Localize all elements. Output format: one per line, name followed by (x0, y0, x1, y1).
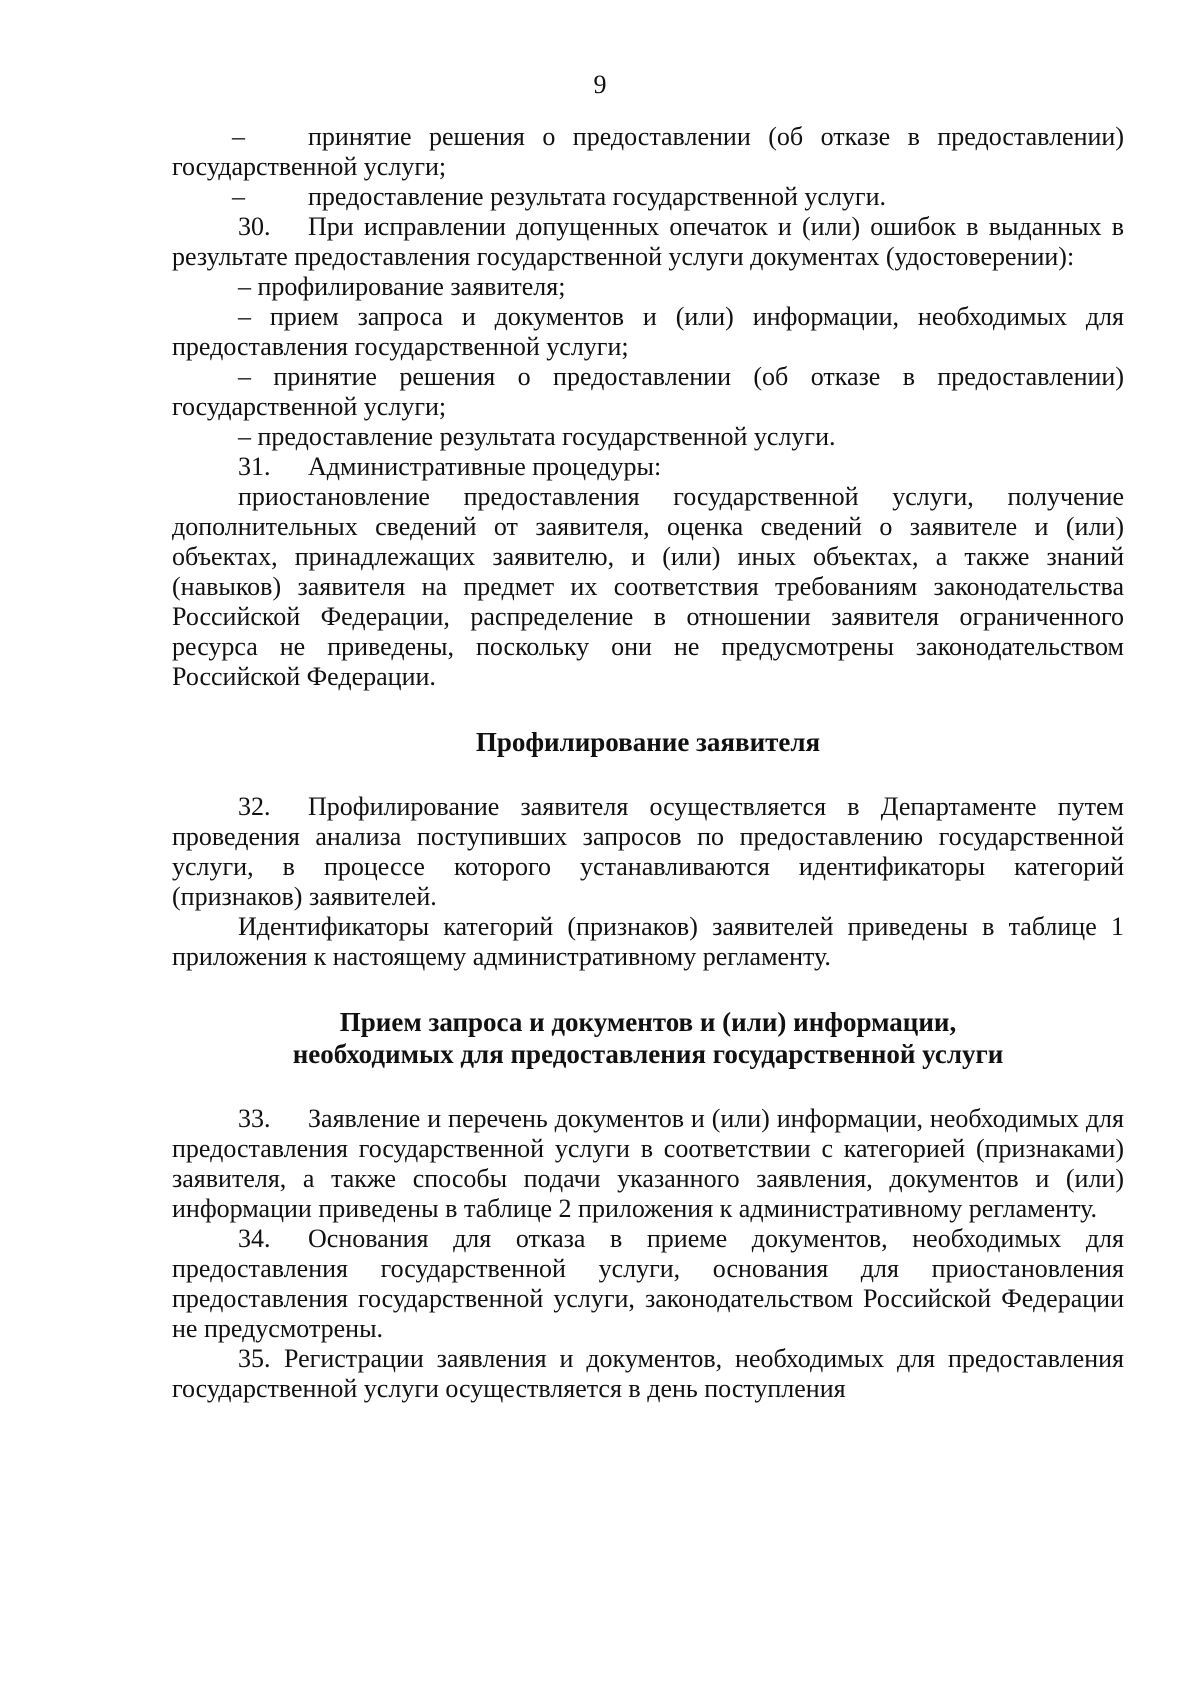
section-heading-request-line2: необходимых для предоставления государственной услуги (292, 1039, 1004, 1069)
paragraph-33 (172, 1104, 1124, 1224)
list-item: – профилирование заявителя; (238, 272, 566, 301)
spacer (172, 1070, 1124, 1104)
dash-marker: – (232, 182, 245, 211)
list-item (172, 182, 1124, 212)
paragraph-30 (172, 212, 1124, 272)
paragraph-32 (172, 792, 1124, 912)
paragraph-35 (172, 1344, 1124, 1404)
paragraph-34 (172, 1224, 1124, 1344)
paragraph-31 (172, 452, 1124, 482)
paragraph-text: При исправлении допущенных опечаток и (или) ошибок в выданных в результате предоставления государственной услуги документах (удостоверении): (172, 212, 1124, 271)
spacer (172, 758, 1124, 792)
document-body (172, 122, 1124, 1404)
paragraph-text: Заявление и перечень документов и (или) информации, необходимых для предоставления государственной услуги в соответствии с категорией (признаками) заявителя, а также способы подачи указанного заявления, документов и (или) информации приведены в таблице 2 приложения к административному регламенту. (172, 1104, 1124, 1223)
list-item: – прием запроса и документов и (или) информации, необходимых для предоставления государственной услуги; (172, 302, 1124, 361)
dash-marker: – (232, 122, 245, 151)
paragraph-32-body: Идентификаторы категорий (признаков) заявителей приведены в таблице 1 приложения к настоящему административному регламенту. (172, 912, 1124, 971)
spacer (172, 692, 1124, 726)
list-item: – принятие решения о предоставлении (об отказе в предоставлении) государственной услуги; (172, 362, 1124, 421)
section-heading-request-line1: Прием запроса и документов и (или) информации, (339, 1007, 957, 1037)
page-number: 9 (593, 70, 607, 99)
paragraph-31-body: приостановление предоставления государственной услуги, получение дополнительных сведений от заявителя, оценка сведений о заявителе и (или) объектах, принадлежащих заявителю, и (или) иных объектах, а также знаний (навыков) заявителя на предмет их соответствия требованиям законодательства Российской Федерации, распределение в отношении заявителя ограниченного ресурса не приведены, поскольку они не предусмотрены законодательством Российской Федерации. (172, 482, 1124, 691)
paragraph-text: Административные процедуры: (308, 452, 662, 481)
paragraph-number: 34. (238, 1224, 271, 1253)
paragraph-number: 35. (238, 1344, 271, 1373)
paragraph-text: Основания для отказа в приеме документов, необходимых для предоставления государственной услуги, основания для приостановления предоставления государственной услуги, законодательством Российской Федерации не предусмотрены. (172, 1224, 1124, 1343)
paragraph-number: 32. (238, 792, 271, 821)
spacer (172, 972, 1124, 1006)
section-heading-profiling: Профилирование заявителя (475, 727, 821, 757)
list-item-text: предоставление результата государственной услуги. (308, 182, 887, 211)
paragraph-number: 33. (238, 1104, 271, 1133)
paragraph-number: 30. (238, 212, 271, 241)
list-item: – предоставление результата государственной услуги. (238, 422, 836, 451)
paragraph-number: 31. (238, 452, 271, 481)
list-item (172, 122, 1124, 182)
paragraph-text: Профилирование заявителя осуществляется в Департаменте путем проведения анализа поступивших запросов по предоставлению государственной услуги, в процессе которого устанавливаются идентификаторы категорий (признаков) заявителей. (172, 792, 1124, 911)
paragraph-text: Регистрации заявления и документов, необходимых для предоставления государственной услуги осуществляется в день поступления (172, 1344, 1124, 1403)
list-item-text: принятие решения о предоставлении (об отказе в предоставлении) государственной услуги; (172, 122, 1124, 181)
